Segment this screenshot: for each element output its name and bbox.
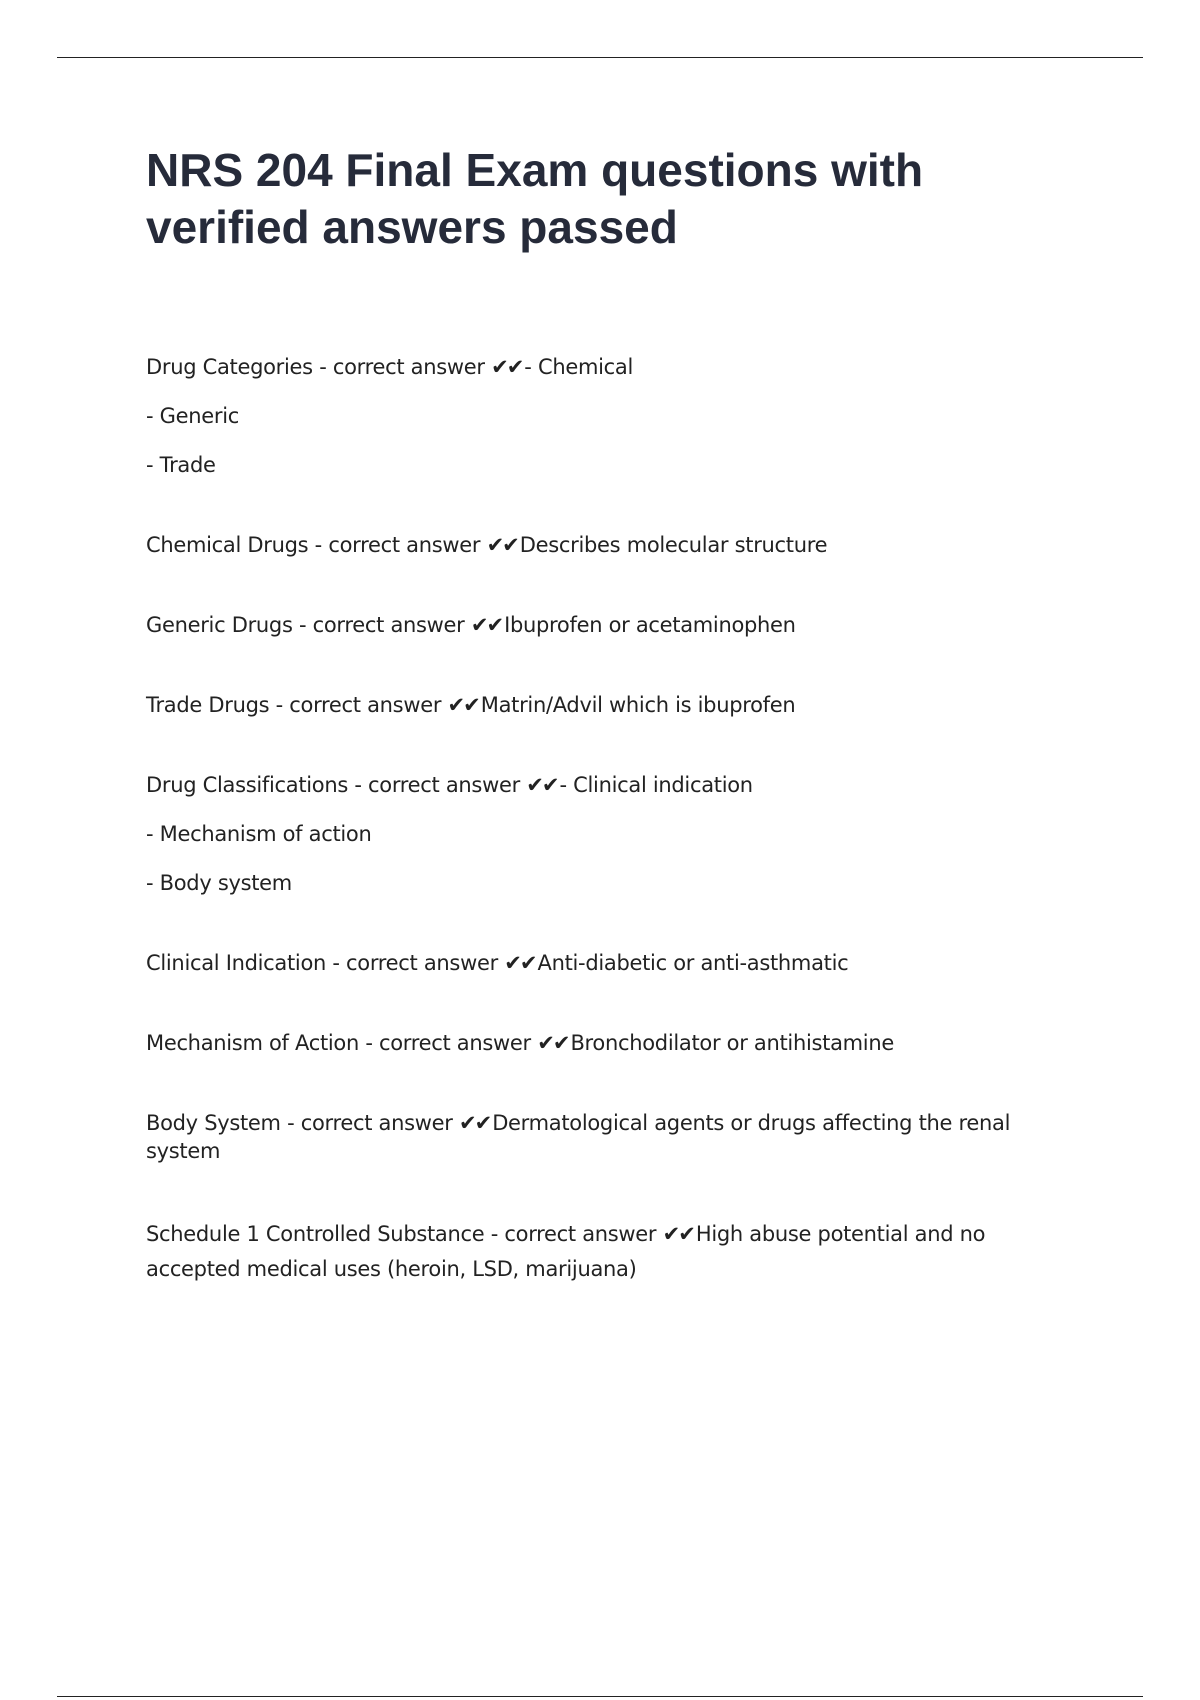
qa-answer-line: - Body system: [146, 871, 292, 895]
answer-marker: correct answer: [289, 693, 442, 717]
qa-term: Schedule 1 Controlled Substance: [146, 1222, 485, 1246]
qa-entry-body-system: [146, 1109, 1066, 1165]
qa-answer: Bronchodilator or antihistamine: [570, 1031, 894, 1055]
qa-entry-mechanism-of-action: [146, 1029, 1066, 1057]
double-check-icon: ✔✔: [526, 773, 558, 797]
qa-list: [146, 353, 1066, 1287]
qa-answer: Anti-diabetic or anti-asthmatic: [537, 951, 849, 975]
qa-answer: Dermatological agents or drugs affecting the renal system: [146, 1111, 1011, 1163]
double-check-icon: ✔✔: [537, 1031, 569, 1055]
qa-term: Trade Drugs: [146, 693, 270, 717]
double-check-icon: ✔✔: [504, 951, 536, 975]
qa-answer-line: - Mechanism of action: [146, 822, 372, 846]
document-body: [146, 142, 1066, 1339]
double-check-icon: ✔✔: [662, 1222, 694, 1246]
qa-question-line: Drug Categories - correct answer ✔✔- Chemical: [146, 355, 633, 379]
qa-entry-schedule-1: [146, 1217, 1066, 1287]
double-check-icon: ✔✔: [447, 693, 479, 717]
qa-entry-clinical-indication: [146, 949, 1066, 977]
qa-term: Mechanism of Action: [146, 1031, 359, 1055]
qa-entry-generic-drugs: [146, 611, 1066, 639]
qa-answer: Describes molecular structure: [519, 533, 828, 557]
qa-answer: High abuse potential and no accepted medical uses (heroin, LSD, marijuana): [146, 1222, 986, 1281]
answer-marker: correct answer: [379, 1031, 531, 1055]
answer-marker: correct answer: [332, 355, 485, 379]
double-check-icon: ✔✔: [491, 355, 523, 379]
qa-term: Body System: [146, 1111, 281, 1135]
qa-answer: - Clinical indication: [559, 773, 753, 797]
qa-entry-drug-classifications: [146, 771, 1066, 897]
bottom-rule: [57, 1696, 1143, 1697]
qa-term: Generic Drugs: [146, 613, 293, 637]
qa-question-line: Drug Classifications - correct answer ✔✔- Clinical indication: [146, 773, 753, 797]
answer-marker: correct answer: [300, 1111, 453, 1135]
document-title: NRS 204 Final Exam questions with verified answers passed: [146, 144, 924, 253]
qa-term: Chemical Drugs: [146, 533, 309, 557]
qa-answer: Ibuprofen or acetaminophen: [504, 613, 796, 637]
qa-question-line: Mechanism of Action - correct answer ✔✔Bronchodilator or antihistamine: [146, 1031, 894, 1055]
qa-entry-chemical-drugs: [146, 531, 1066, 559]
qa-entry-trade-drugs: [146, 691, 1066, 719]
qa-entry-drug-categories: [146, 353, 1066, 479]
double-check-icon: ✔✔: [470, 613, 503, 637]
qa-term: Clinical Indication: [146, 951, 327, 975]
answer-marker: correct answer: [346, 951, 498, 975]
double-check-icon: ✔✔: [486, 533, 518, 557]
top-rule: [57, 57, 1143, 58]
qa-answer: - Chemical: [524, 355, 633, 379]
qa-question-line: Body System - correct answer ✔✔Dermatological agents or drugs affecting the renal system: [146, 1111, 1011, 1163]
qa-question-line: Clinical Indication - correct answer ✔✔Anti-diabetic or anti-asthmatic: [146, 951, 849, 975]
qa-question-line: Schedule 1 Controlled Substance - correct answer ✔✔High abuse potential and no accepted medical uses (heroin, LSD, marijuana): [146, 1222, 986, 1281]
answer-marker: correct answer: [368, 773, 520, 797]
qa-answer: Matrin/Advil which is ibuprofen: [480, 693, 796, 717]
answer-marker: correct answer: [328, 533, 481, 557]
qa-question-line: Generic Drugs - correct answer ✔✔Ibuprofen or acetaminophen: [146, 613, 796, 637]
answer-marker: correct answer: [312, 613, 465, 637]
qa-question-line: Chemical Drugs - correct answer ✔✔Describes molecular structure: [146, 533, 828, 557]
answer-marker: correct answer: [504, 1222, 657, 1246]
double-check-icon: ✔✔: [458, 1111, 491, 1135]
qa-answer-line: - Generic: [146, 404, 239, 428]
qa-term: Drug Classifications: [146, 773, 349, 797]
qa-term: Drug Categories: [146, 355, 313, 379]
qa-question-line: Trade Drugs - correct answer ✔✔Matrin/Advil which is ibuprofen: [146, 693, 796, 717]
qa-answer-line: - Trade: [146, 453, 216, 477]
